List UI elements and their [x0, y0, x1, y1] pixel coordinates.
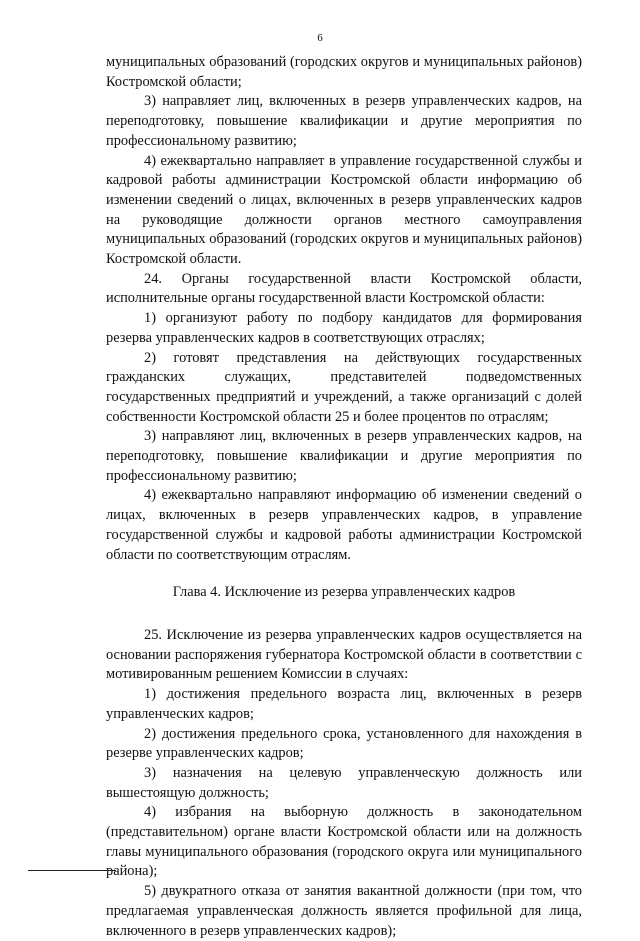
document-body: [106, 53, 582, 941]
chapter-heading: Глава 4. Исключение из резерва управленческих кадров: [172, 584, 516, 601]
paragraph-item-25-5: 5) двукратного отказа от занятия вакантной должности (при том, что предлагаемая управленческая должность является профильной для лица, включенного в резерв управленческих кадров);: [106, 883, 582, 939]
paragraph-item-23-3: 3) направляет лиц, включенных в резерв управленческих кадров, на переподготовку, повышение квалификации и другие мероприятия по профессиональному развитию;: [106, 93, 582, 149]
page-number: 6: [317, 32, 323, 44]
paragraph-item-25-4: 4) избрания на выборную должность в законодательном (представительном) органе власти Костромской области или на должность главы муниципального образования (городского округа или муниципального района);: [106, 804, 582, 880]
paragraph-item-24-1: 1) организуют работу по подбору кандидатов для формирования резерва управленческих кадров в соответствующих отраслях;: [106, 310, 582, 346]
paragraph-item-24-4: 4) ежеквартально направляют информацию об изменении сведений о лицах, включенных в резерв управленческих кадров, в управление государственной службы и кадровой работы администрации Костромской области по соответствующим отраслям.: [106, 487, 582, 563]
paragraph-clause-24: 24. Органы государственной власти Костромской области, исполнительные органы государственной власти Костромской области:: [106, 270, 582, 307]
paragraph-item-24-3: 3) направляют лиц, включенных в резерв управленческих кадров, на переподготовку, повышение квалификации и другие мероприятия по профессиональному развитию;: [106, 428, 582, 484]
footer-divider: [28, 870, 116, 871]
paragraph-item-23-4: 4) ежеквартально направляет в управление государственной службы и кадровой работы администрации Костромской области информацию об изменении сведений о лицах, включенных в резерв управленческих кадров на руководящие должности органов местного самоуправления муниципальных образований (городских округов и муниципальных районов) Костромской области.: [106, 152, 582, 268]
paragraph-item-25-1: 1) достижения предельного возраста лиц, включенных в резерв управленческих кадров;: [106, 686, 582, 722]
paragraph-clause-25: 25. Исключение из резерва управленческих кадров осуществляется на основании распоряжения губернатора Костромской области в соответствии с мотивированным решением Комиссии в случаях:: [106, 626, 582, 683]
paragraph-continuation: муниципальных образований (городских округов и муниципальных районов) Костромской области;: [106, 54, 582, 90]
paragraph-item-24-2: 2) готовят представления на действующих государственных гражданских служащих, представителей подведомственных государственных предприятий и учреждений, а также организаций с долей собственности Костромской области 25 и более процентов по отраслям;: [106, 349, 582, 425]
paragraph-item-25-3: 3) назначения на целевую управленческую должность или вышестоящую должность;: [106, 764, 582, 801]
paragraph-item-25-2: 2) достижения предельного срока, установленного для нахождения в резерве управленческих кадров;: [106, 725, 582, 762]
